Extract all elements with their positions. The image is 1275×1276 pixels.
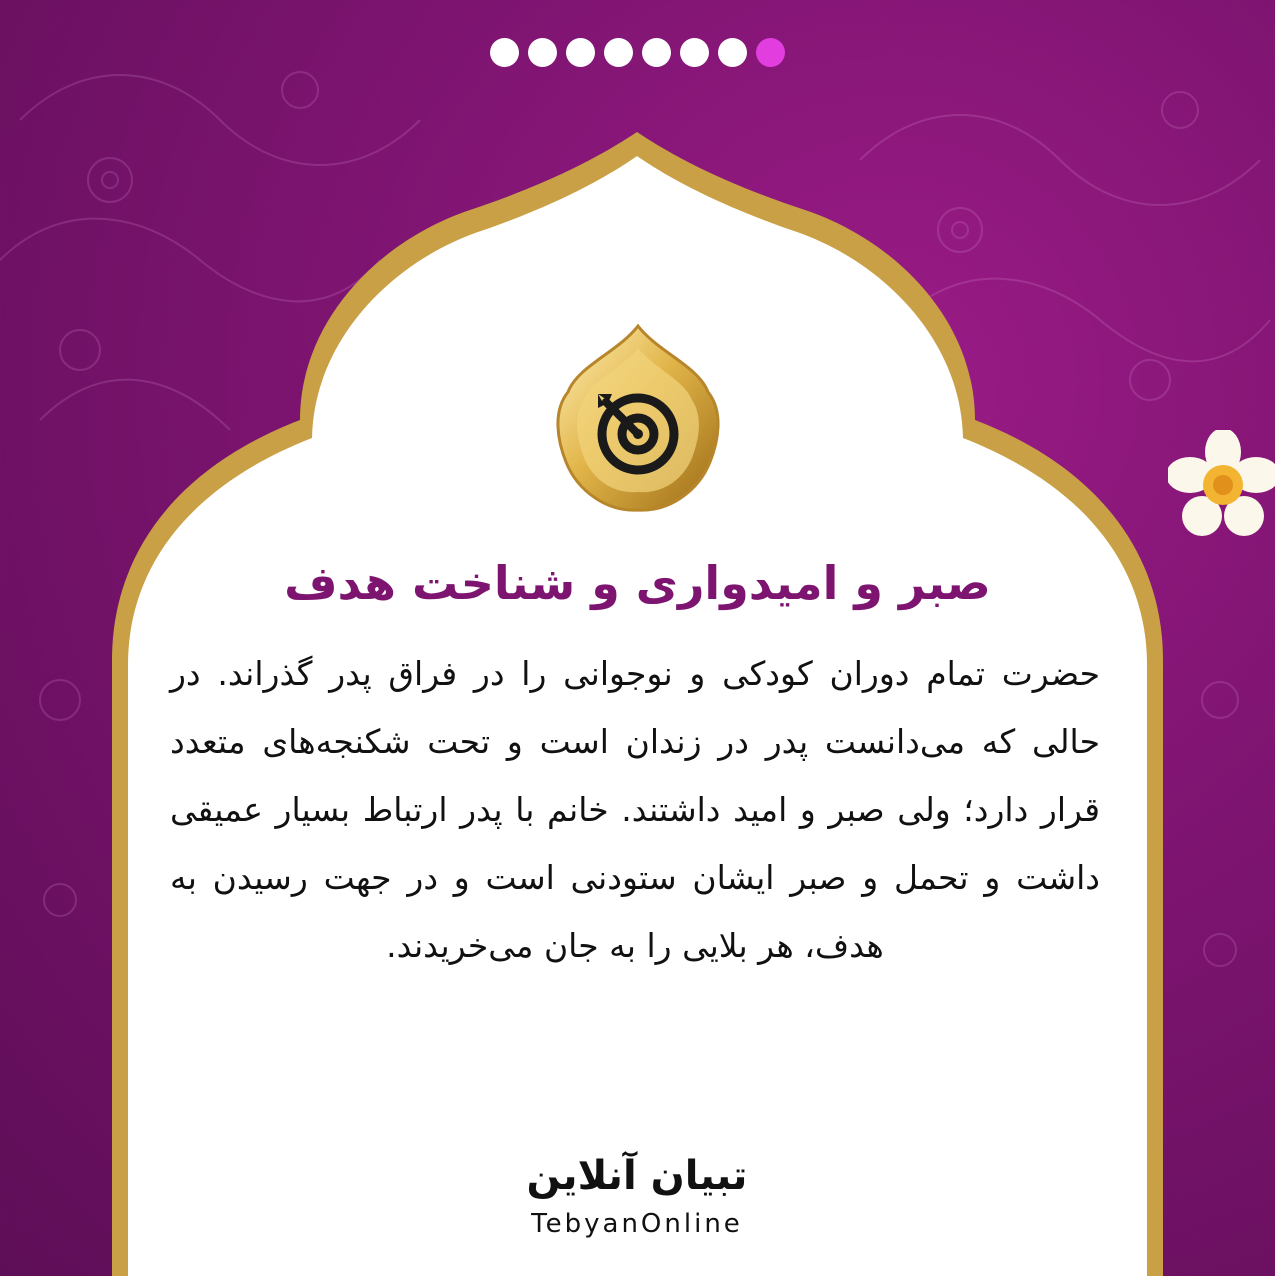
- logo-english-text: TebyanOnline: [531, 1209, 743, 1239]
- card-title: صبر و امیدواری و شناخت هدف: [284, 556, 991, 610]
- target-badge-icon: [548, 322, 728, 518]
- card-body-text: حضرت تمام دوران کودکی و نوجوانی را در فراق پدر گذراند. در حالی که می‌دانست پدر در زندان است و تحت شکنجه‌های متعدد قرار دارد؛ ولی صبر و امید داشتند. خانم با پدر ارتباط بسیار عمیقی داشت و تحمل و صبر ایشان ستودنی است و در جهت رسیدن به هدف، هر بلایی را به جان می‌خریدند.: [170, 654, 1100, 965]
- logo-persian-text: تبیان آنلاین: [526, 1153, 748, 1199]
